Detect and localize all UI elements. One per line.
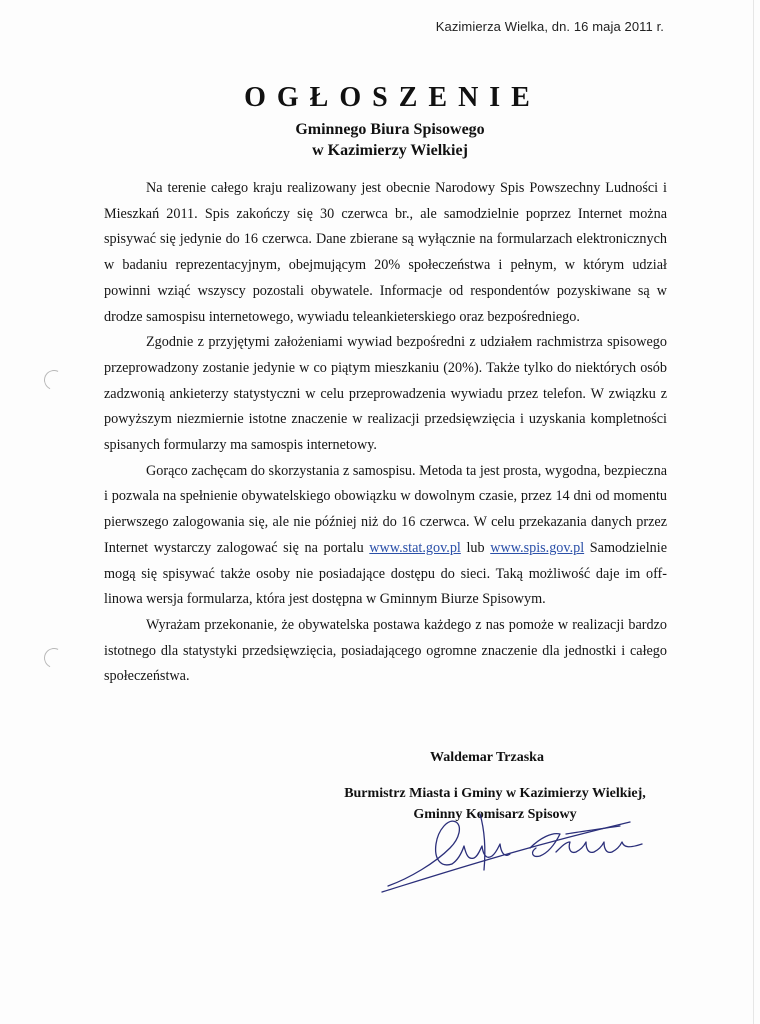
document-date: Kazimierza Wielka, dn. 16 maja 2011 r. xyxy=(435,19,664,34)
paragraph-3-text-b: lub xyxy=(460,539,491,556)
signatory-role-line-2: Gminny Komisarz Spisowy xyxy=(413,807,577,822)
announcement-body xyxy=(104,176,667,690)
page-title: OGŁOSZENIE xyxy=(244,82,541,113)
paragraph-1: Na terenie całego kraju realizowany jest obecnie Narodowy Spis Powszechny Ludności i Mieszkań 2011. Spis zakończy się 30 czerwca br., ale samodzielnie poprzez Internet można spisywać się jedynie do 16 czerwca. Dane zbierane są wyłącznie na formularzach elektronicznych w badaniu reprezentacyjnym, obejmującym 20% społeczeństwa i pełnym, w którym udział powinni wziąć wszyscy pozostali obywatele. Informacje od respondentów pozyskiwane są w drodze samospisu internetowego, wywiadu teleankieterskiego oraz bezpośredniego. xyxy=(104,180,667,325)
punch-hole-mark xyxy=(41,367,67,393)
subtitle-line-2: w Kazimierzy Wielkiej xyxy=(312,142,468,159)
paragraph-4: Wyrażam przekonanie, że obywatelska postawa każdego z nas pomoże w realizacji bardzo istotnego dla statystyki przedsięwzięcia, posiadającego ogromne znaczenie dla jednostki i całego społeczeństwa. xyxy=(104,616,667,685)
paragraph-3-text-a: Gorąco zachęcam do skorzystania z samospisu. Metoda ta jest prosta, wygodna, bezpieczna i pozwala na spełnienie obywatelskiego obowiązku w dowolnym czasie, przez 14 dni od momentu pierwszego zalogowania się, ale nie później niż do 16 czerwca. W celu przekazania danych przez Internet wystarczy zalogować się na portalu xyxy=(104,462,667,556)
handwritten-signature xyxy=(380,808,660,898)
paragraph-3-text-c: Samodzielnie mogą się spisywać także osoby nie posiadające dostępu do sieci. Taką możliwość daje im off-linowa wersja formularza, która jest dostępna w Gminnym Biurze Spisowym. xyxy=(104,539,667,608)
stat-gov-link[interactable]: www.stat.gov.pl xyxy=(369,539,461,556)
paragraph-3 xyxy=(104,459,667,613)
punch-hole-mark xyxy=(41,645,67,671)
spis-gov-link[interactable]: www.spis.gov.pl xyxy=(490,539,585,556)
signatory-role-line-1: Burmistrz Miasta i Gminy w Kazimierzy Wielkiej, xyxy=(344,786,646,801)
paragraph-2: Zgodnie z przyjętymi założeniami wywiad bezpośredni z udziałem rachmistrza spisowego przeprowadzony zostanie jedynie w co piątym mieszkaniu (20%). Także tylko do niektórych osób zadzwonią ankieterzy statystyczni w celu przeprowadzenia wywiadu przez telefon. W związku z powyższym niezmiernie istotne znaczenie w realizacji przedsięwzięcia i uzyskania kompletności spisanych formularzy ma samospis internetowy. xyxy=(104,334,667,454)
signatory-name: Waldemar Trzaska xyxy=(430,750,544,765)
subtitle-line-1: Gminnego Biura Spisowego xyxy=(295,121,485,138)
